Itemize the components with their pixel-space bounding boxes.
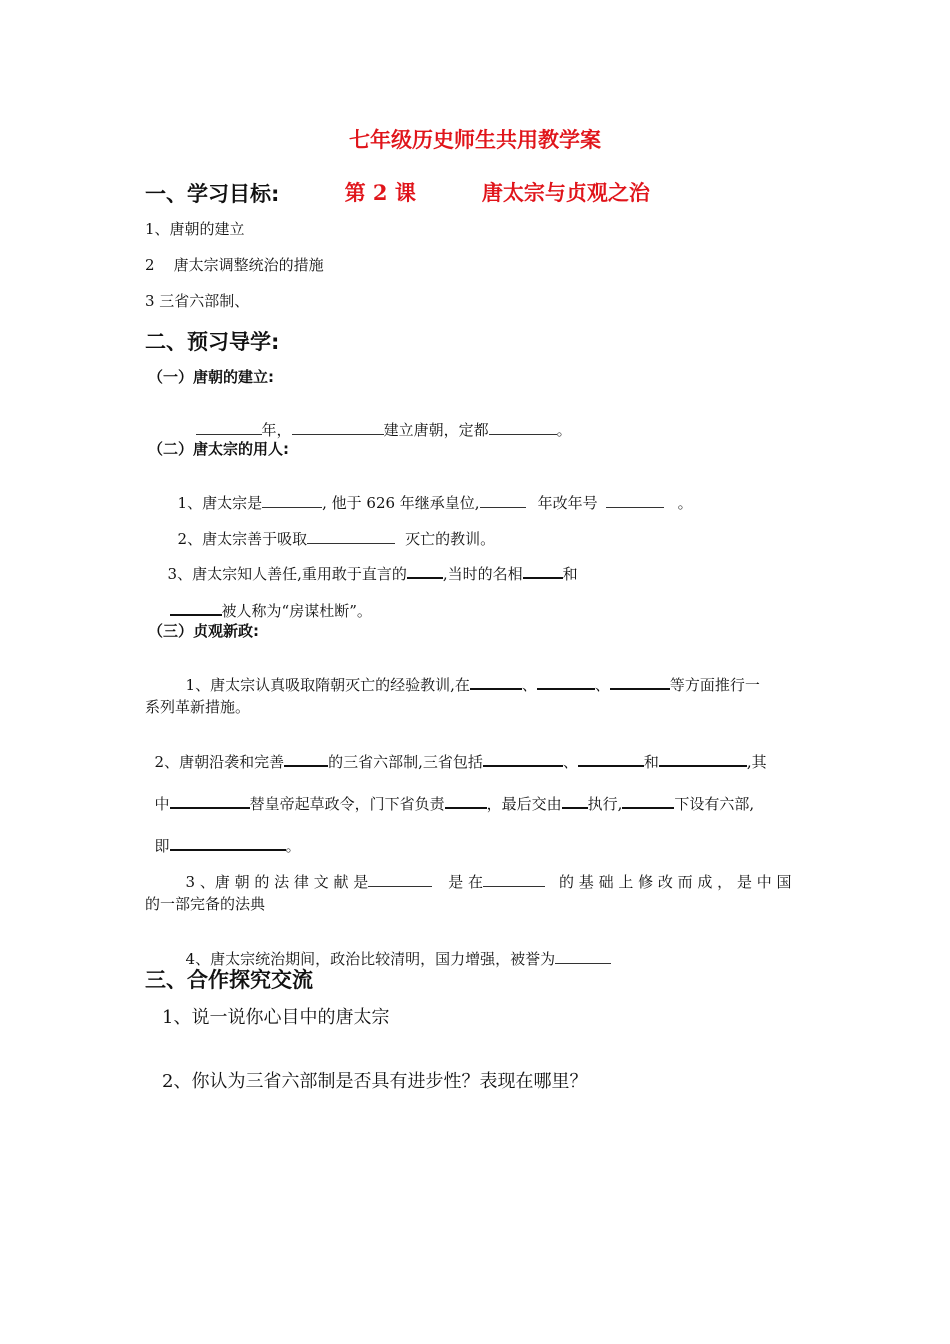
question-line: 3、唐太宗知人善任,重用敢于直言的 ,当时的名相 和 [167, 565, 578, 583]
section-heading-discussion: 三、合作探究交流 [145, 968, 313, 992]
blank-field[interactable] [170, 793, 250, 809]
question-line: 1、唐太宗认真吸取隋朝灭亡的经验教训,在 、 、 等方面推行一 [185, 676, 760, 694]
question-line: 中 替皇帝起草政令，门下省负责 ，最后交由 执行, 下设有六部, [154, 795, 755, 813]
document-title: 七年级历史师生共用教学案 [349, 127, 601, 152]
blank-field[interactable] [307, 529, 395, 544]
blank-field[interactable] [483, 872, 545, 887]
section-heading-objectives: 一、学习目标: [145, 182, 280, 206]
section-heading-preview: 二、预习导学: [145, 330, 280, 354]
question-line: 即 。 [154, 837, 301, 855]
blank-field[interactable] [480, 493, 526, 508]
discussion-item: 1、说一说你心目中的唐太宗 [162, 1007, 390, 1028]
blank-field[interactable] [659, 751, 747, 767]
question-line: 2、唐朝沿袭和完善 的三省六部制,三省包括 、 和 ,其 [154, 753, 767, 771]
fill-line: 年， 建立唐朝，定都 。 [186, 401, 572, 440]
objective-item: 3 三省六部制、 [145, 292, 250, 310]
lesson-title [330, 152, 650, 207]
blank-field[interactable] [445, 793, 487, 809]
subsection-heading: （三）贞观新政: [148, 622, 259, 640]
question-line: 2、唐太宗善于吸取 灭亡的教训。 [177, 530, 496, 548]
lesson-number: 第 2 课 [344, 180, 416, 205]
blank-field[interactable] [606, 493, 664, 508]
blank-field[interactable] [489, 420, 557, 435]
lesson-topic: 唐太宗与贞观之治 [481, 180, 650, 205]
blank-field[interactable] [483, 751, 563, 767]
subsection-heading: （一）唐朝的建立: [148, 368, 274, 386]
blank-field[interactable] [470, 674, 522, 690]
question-line: 的一部完备的法典 [145, 895, 266, 913]
blank-field[interactable] [170, 835, 286, 851]
blank-field[interactable] [555, 949, 611, 964]
discussion-item: 2、你认为三省六部制是否具有进步性？表现在哪里？ [162, 1071, 588, 1092]
blank-field[interactable] [284, 751, 328, 767]
blank-field[interactable] [407, 563, 443, 579]
question-line: 1、唐太宗是 , 他于 626 年继承皇位, 年改年号 。 [177, 494, 693, 512]
subsection-heading: （二）唐太宗的用人: [148, 440, 289, 458]
blank-field[interactable] [523, 563, 563, 579]
question-line: 4、唐太宗统治期间，政治比较清明，国力增强，被誉为 [176, 930, 611, 969]
question-line: 3 、唐 朝 的 法 律 文 献 是 是 在 的 基 础 上 修 改 而 成 ， 是 中 国 [185, 873, 792, 891]
blank-field[interactable] [196, 420, 262, 435]
blank-field[interactable] [610, 674, 670, 690]
blank-field[interactable] [170, 600, 222, 616]
objective-item: 1、唐朝的建立 [145, 220, 245, 238]
blank-field[interactable] [262, 493, 322, 508]
blank-field[interactable] [622, 793, 674, 809]
blank-field[interactable] [292, 420, 384, 435]
blank-field[interactable] [537, 674, 595, 690]
blank-field[interactable] [562, 793, 588, 809]
blank-field[interactable] [578, 751, 644, 767]
objective-item: 2 唐太宗调整统治的措施 [145, 256, 324, 274]
blank-field[interactable] [368, 872, 432, 887]
question-line: 系列革新措施。 [145, 698, 251, 716]
question-line: 被人称为“房谋杜断”。 [160, 582, 372, 621]
